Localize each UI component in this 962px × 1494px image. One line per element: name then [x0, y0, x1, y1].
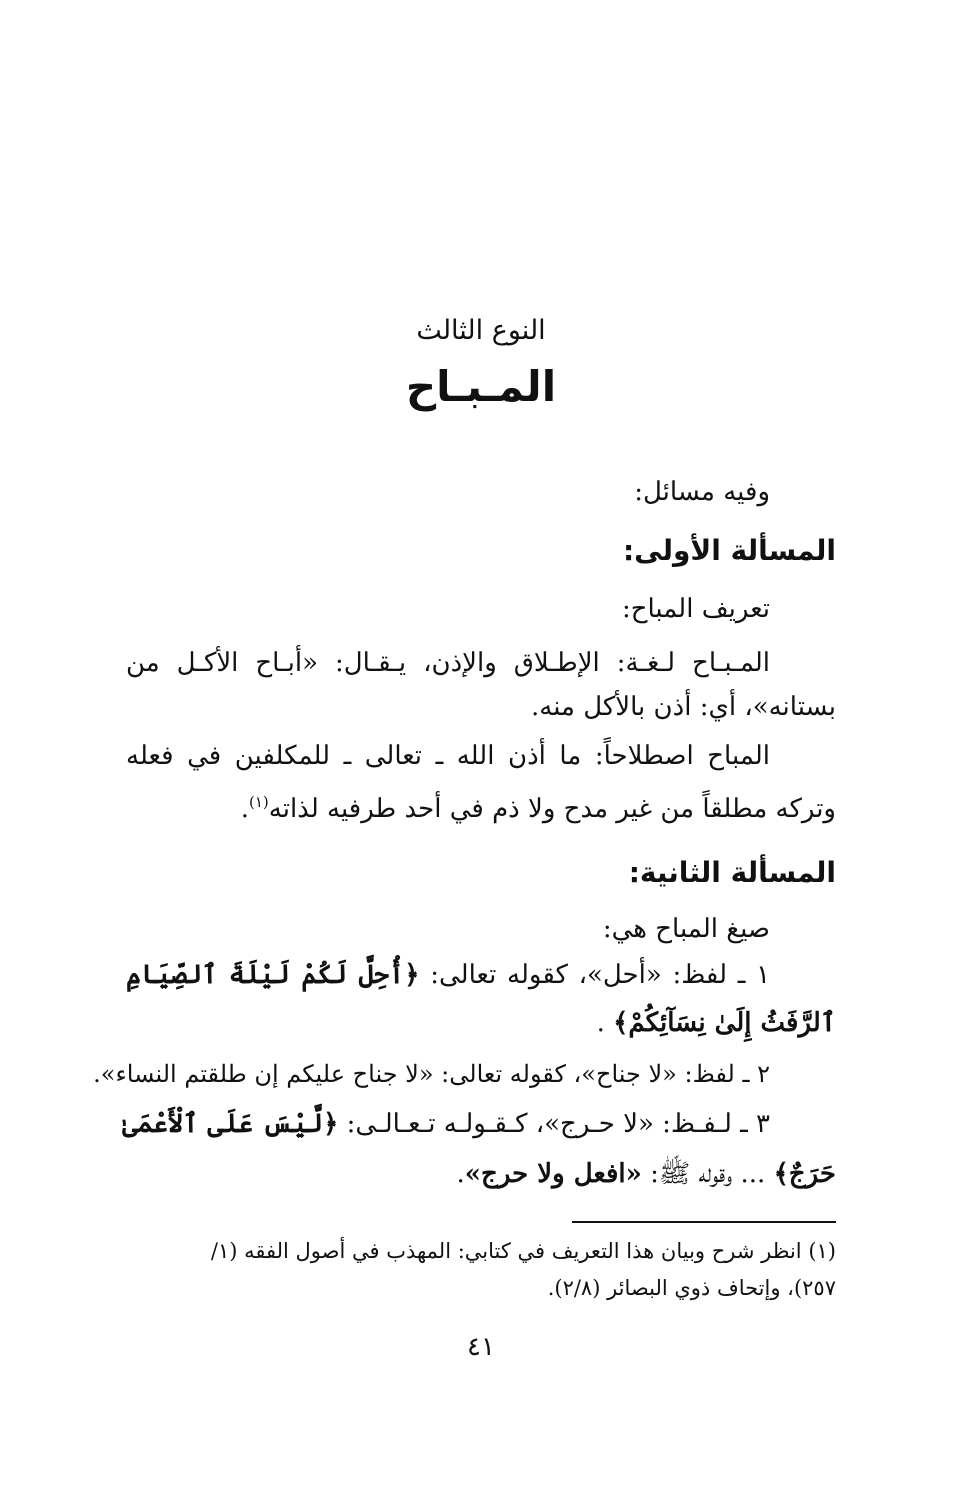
term-definition-line-2 — [126, 780, 836, 831]
form-1-line-2 — [126, 1001, 836, 1045]
hadith-quote: «افعل ولا حرج» — [464, 1159, 642, 1189]
lang-definition-line-2: بستانه»، أي: أذن بالأكل منه. — [531, 692, 836, 722]
intro-line: وفيه مسائل: — [634, 477, 770, 507]
page-number: ٤١ — [467, 1332, 495, 1362]
form-3-hadith-intro: ... وقوله ﷺ: — [650, 1159, 766, 1189]
question-1-heading: المسألة الأولى: — [622, 534, 836, 567]
quran-verse-1a: ﴿أُحِلَّ لَكُمْ لَيْلَةَ ٱلصِّيَامِ — [126, 960, 420, 990]
term-definition-text: وتركه مطلقاً من غير مدح ولا ذم في أحد طرفيه لذاته — [268, 794, 836, 824]
quran-verse-1b: ٱلرَّفَثُ إِلَىٰ نِسَآئِكُمْ﴾ — [613, 1008, 836, 1038]
form-3-text: ٣ ـ لـفـظ: «لا حـرج»، كـقـولـه تـعـالـى: — [346, 1109, 770, 1139]
footnote-reference: (١) — [248, 793, 269, 811]
forms-intro: صيغ المباح هي: — [602, 914, 770, 944]
chapter-title: المـبـاح — [405, 362, 557, 411]
quran-verse-3a: ﴿لَّيْسَ عَلَى ٱلْأَعْمَىٰ — [122, 1109, 339, 1139]
term-definition-line-1: المباح اصطلاحاً: ما أذن الله ـ تعالى ـ للمكلفين في فعله — [126, 741, 770, 771]
chapter-type-label: النوع الثالث — [416, 315, 546, 346]
question-2-heading: المسألة الثانية: — [628, 856, 836, 889]
form-1-text: ١ ـ لفظ: «أحل»، كقوله تعالى: — [430, 960, 771, 990]
form-1-line-1 — [126, 953, 836, 997]
quran-verse-3b: حَرَجٌ﴾ — [773, 1159, 836, 1189]
footnote-line-2: ٢٥٧)، وإتحاف ذوي البصائر (٢/٨). — [547, 1276, 836, 1300]
footnote-line-1: (١) انظر شرح وبيان هذا التعريف في كتابي: المهذب في أصول الفقه (١/ — [210, 1239, 836, 1263]
definition-subheading: تعريف المباح: — [621, 594, 770, 624]
lang-definition-line-1: المـبـاح لـغـة: الإطـلاق والإذن، يـقـال: «أبـاح الأكـل من — [126, 648, 770, 678]
form-3-line-1 — [122, 1102, 836, 1146]
form-1-period: . — [596, 1008, 605, 1038]
form-3-period: . — [456, 1159, 465, 1189]
form-2-line: ٢ ـ لفظ: «لا جناح»، كقوله تعالى: «لا جناح عليكم إن طلقتم النساء». — [93, 1060, 770, 1088]
footnote-divider — [572, 1221, 836, 1223]
form-3-line-2 — [126, 1152, 836, 1196]
term-definition-period: . — [240, 794, 249, 824]
